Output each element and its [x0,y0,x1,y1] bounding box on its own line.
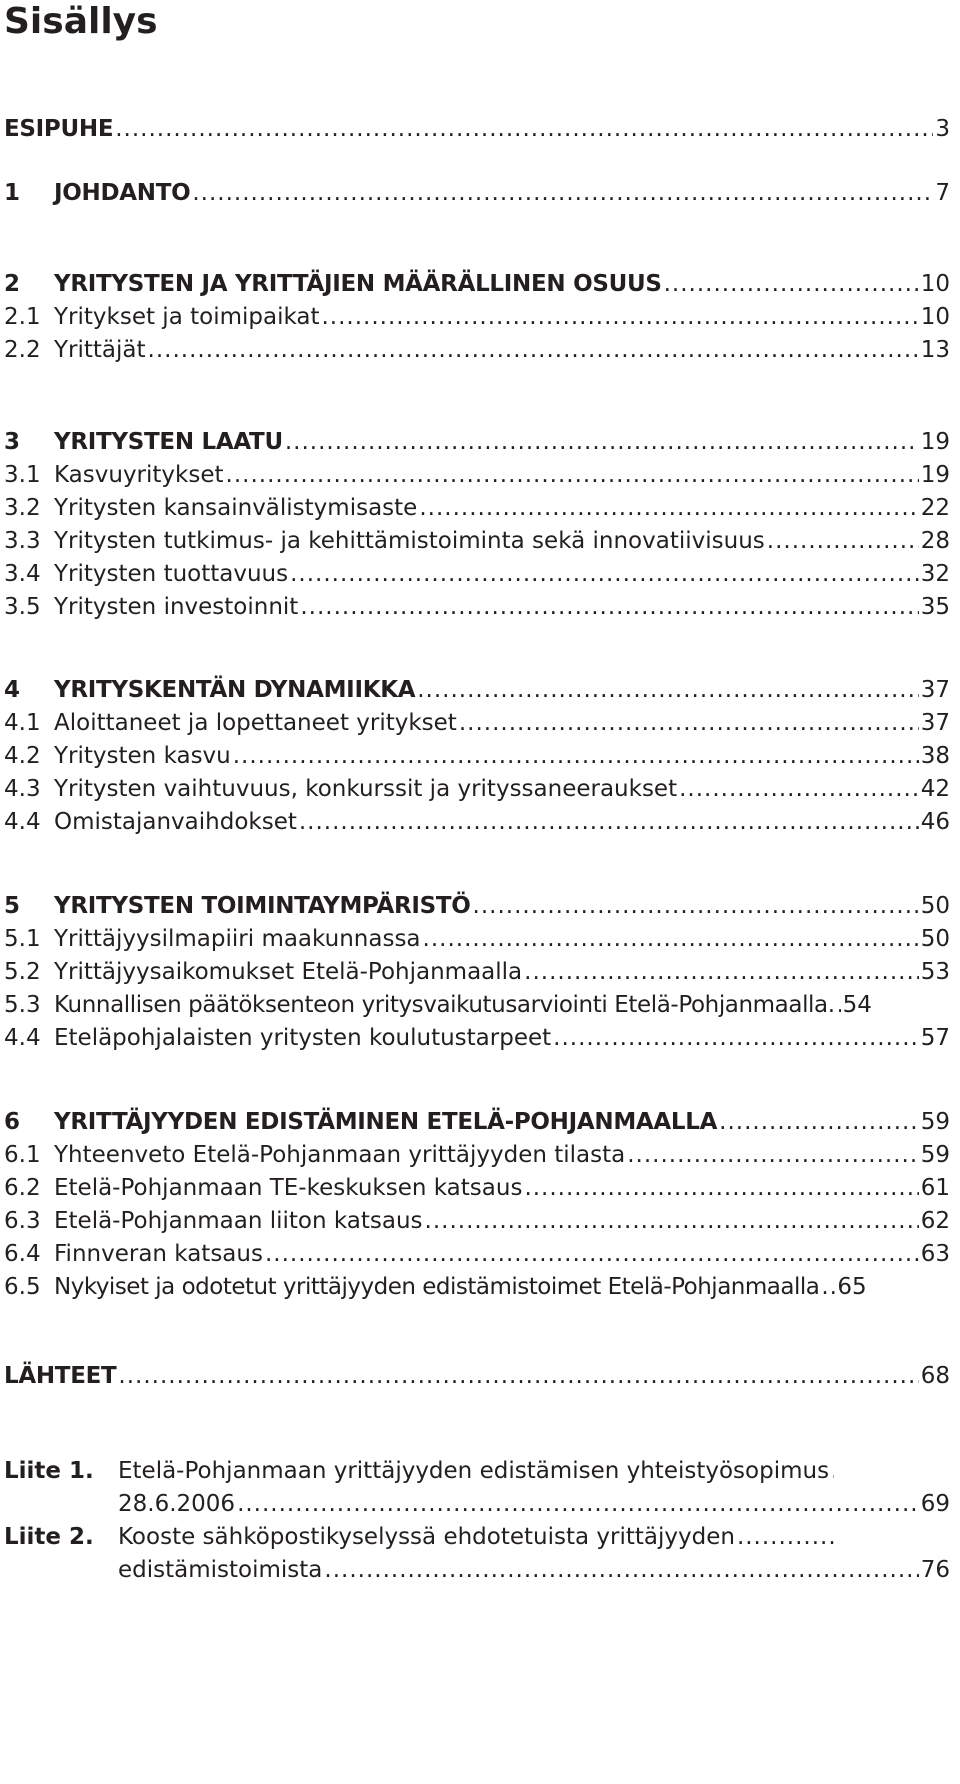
toc-page: 61 [920,1175,950,1201]
toc-number: 3 [4,429,21,455]
toc-label: LÄHTEET [4,1363,117,1389]
toc-page: 62 [920,1208,950,1234]
toc-label: Omistajanvaihdokset [54,809,297,835]
toc-label: Aloittaneet ja lopettaneet yritykset [54,710,457,736]
toc-number: 5.1 [4,926,41,952]
toc-page: 28 [920,528,950,554]
toc-entry-5-2[interactable] [4,956,950,988]
toc-leader [417,674,918,706]
toc-page: 13 [920,337,950,363]
toc-number: 4.4 [4,809,41,835]
appendix-2-line-1[interactable] [4,1521,836,1553]
toc-page: 65 [837,1274,867,1300]
toc-page: 68 [920,1363,950,1389]
appendix-title-cont: 28.6.2006 [118,1491,236,1517]
toc-label: Etelä-Pohjanmaan TE-keskuksen katsaus [54,1175,523,1201]
toc-entry-4-4[interactable] [4,806,950,838]
toc-page: 19 [920,429,950,455]
toc-label: YRITYSKENTÄN DYNAMIIKKA [54,677,416,703]
toc-leader [226,459,919,491]
toc-page: 37 [920,677,950,703]
toc-leader [324,1554,918,1586]
toc-entry-3-5[interactable] [4,591,950,623]
toc-number: 2.2 [4,337,41,363]
toc-number: 4.4 [4,1025,41,1051]
appendix-title: Etelä-Pohjanmaan yrittäjyyden edistämisen yhteistyösopimus [118,1458,830,1484]
toc-page: 54 [842,992,872,1018]
toc-label: Yrittäjyysilmapiiri maakunnassa [54,926,421,952]
toc-leader [473,890,919,922]
toc-number: 5.3 [4,992,41,1018]
toc-number: 3.2 [4,495,41,521]
toc-number: 3.1 [4,462,41,488]
toc-entry-6-3[interactable] [4,1205,950,1237]
toc-page: 59 [920,1142,950,1168]
toc-entry-2-2[interactable] [4,334,950,366]
toc-leader [719,1106,919,1138]
toc-number: 2.1 [4,304,41,330]
toc-entry-6-4[interactable] [4,1238,950,1270]
toc-label: Yritysten tuottavuus [54,561,289,587]
toc-leader [419,492,918,524]
toc-leader [459,707,919,739]
toc-entry-2[interactable] [4,268,950,300]
toc-number: 6 [4,1109,21,1135]
page-title: Sisällys [4,1,158,42]
toc-leader [423,923,919,955]
appendix-2-line-2[interactable] [4,1554,950,1586]
toc-label: Yhteenveto Etelä-Pohjanmaan yrittäjyyden tilasta [54,1142,626,1168]
toc-label: Nykyiset ja odotetut yrittäjyyden edistämistoimet Etelä-Pohjanmaalla [54,1274,820,1300]
toc-leader [299,806,919,838]
toc-entry-4-2[interactable] [4,740,950,772]
toc-number: 3.5 [4,594,41,620]
toc-number: 3.4 [4,561,41,587]
toc-number: 6.1 [4,1142,41,1168]
toc-label: Eteläpohjalaisten yritysten koulutustarpeet [54,1025,552,1051]
toc-label: YRITTÄJYYDEN EDISTÄMINEN ETELÄ-POHJANMAALLA [54,1109,718,1135]
toc-leader [192,177,933,209]
toc-number: 6.4 [4,1241,41,1267]
toc-number: 1 [4,180,21,206]
toc-number: 4.3 [4,776,41,802]
toc-label: Yrittäjyysaikomukset Etelä-Pohjanmaalla [54,959,523,985]
toc-leader [664,268,919,300]
toc-leader [265,1238,919,1270]
toc-leader [237,1488,919,1520]
toc-label: Yritysten kasvu [54,743,231,769]
toc-page: 3 [935,116,950,142]
appendix-1-line-1[interactable] [4,1455,836,1487]
toc-label: JOHDANTO [54,180,191,206]
toc-label: YRITYSTEN JA YRITTÄJIEN MÄÄRÄLLINEN OSUUS [54,271,662,297]
toc-leader [300,591,918,623]
toc-label: YRITYSTEN TOIMINTAYMPÄRISTÖ [54,893,471,919]
toc-number: 6.2 [4,1175,41,1201]
toc-number: 6.5 [4,1274,41,1300]
toc-entry-lahteet[interactable] [4,1360,950,1392]
toc-leader [524,1172,918,1204]
toc-leader [118,1360,918,1392]
toc-label: Etelä-Pohjanmaan liiton katsaus [54,1208,423,1234]
toc-leader [322,301,919,333]
toc-label: Kasvuyritykset [54,462,224,488]
toc-label: Yritysten kansainvälistymisaste [54,495,418,521]
toc-label: Yritysten investoinnit [54,594,299,620]
appendix-number: Liite 2. [4,1524,94,1550]
toc-page: 63 [920,1241,950,1267]
toc-number: 4.1 [4,710,41,736]
toc-label: Yritykset ja toimipaikat [54,304,320,330]
toc-leader [553,1022,919,1054]
toc-page: 22 [920,495,950,521]
toc-label: Finnveran katsaus [54,1241,263,1267]
toc-page: 50 [920,926,950,952]
toc-leader [148,334,919,366]
toc-entry-4-1[interactable] [4,707,950,739]
toc-entry-4[interactable] [4,674,950,706]
toc-entry-3-4[interactable] [4,558,950,590]
toc-entry-5[interactable] [4,890,950,922]
toc-label: YRITYSTEN LAATU [54,429,283,455]
toc-entry-6-2[interactable] [4,1172,950,1204]
toc-leader [831,1455,834,1487]
toc-entry-3-1[interactable] [4,459,950,491]
toc-page: 7 [935,180,950,206]
toc-page: 10 [920,271,950,297]
toc-entry-2-1[interactable] [4,301,950,333]
appendix-number: Liite 1. [4,1458,94,1484]
toc-page: 57 [920,1025,950,1051]
toc-entry-3-3[interactable] [4,525,950,557]
toc-label: Yritysten tutkimus- ja kehittämistoiminta sekä innovatiivisuus [54,528,765,554]
toc-leader [115,113,933,145]
toc-entry-6-1[interactable] [4,1139,950,1171]
toc-leader [837,989,841,1021]
appendix-1-line-2[interactable] [4,1488,950,1520]
toc-number: 3.3 [4,528,41,554]
toc-entry-3[interactable] [4,426,950,458]
toc-entry-1[interactable] [4,177,950,209]
toc-number: 4.2 [4,743,41,769]
toc-entry-5-4[interactable] [4,1022,950,1054]
toc-page: 69 [920,1491,950,1517]
toc-page: 42 [920,776,950,802]
appendix-title-cont: edistämistoimista [118,1557,323,1583]
toc-entry-6[interactable] [4,1106,950,1138]
toc-page: 46 [920,809,950,835]
toc-entry-5-1[interactable] [4,923,950,955]
toc-entry-5-3[interactable] [4,989,950,1021]
toc-entry-4-3[interactable] [4,773,950,805]
toc-entry-6-5[interactable] [4,1271,950,1303]
toc-leader [737,1521,834,1553]
toc-label: Yritysten vaihtuvuus, konkurssit ja yrityssaneeraukset [54,776,678,802]
toc-leader [524,956,919,988]
toc-page: 59 [920,1109,950,1135]
toc-number: 6.3 [4,1208,41,1234]
toc-label: Kunnallisen päätöksenteon yritysvaikutusarviointi Etelä-Pohjanmaalla. [54,992,835,1018]
toc-leader [233,740,919,772]
toc-label: Yrittäjät [54,337,146,363]
toc-number: 4 [4,677,21,703]
toc-entry-esipuhe[interactable] [4,113,950,145]
toc-leader [285,426,919,458]
toc-page: 37 [920,710,950,736]
toc-entry-3-2[interactable] [4,492,950,524]
toc-page: 38 [920,743,950,769]
toc-leader [679,773,919,805]
toc-page: 35 [920,594,950,620]
toc-leader [627,1139,918,1171]
toc-page: 10 [920,304,950,330]
toc-number: 5.2 [4,959,41,985]
toc-leader [290,558,919,590]
toc-label: ESIPUHE [4,116,114,142]
toc-page: 32 [920,561,950,587]
toc-number: 2 [4,271,21,297]
toc-leader [821,1271,835,1303]
toc-number: 5 [4,893,21,919]
appendix-title: Kooste sähköpostikyselyssä ehdotetuista yrittäjyyden [118,1524,735,1550]
toc-leader [767,525,919,557]
toc-leader [425,1205,919,1237]
toc-page: 76 [920,1557,950,1583]
toc-page: 53 [920,959,950,985]
toc-page: 19 [920,462,950,488]
toc-page: 50 [920,893,950,919]
